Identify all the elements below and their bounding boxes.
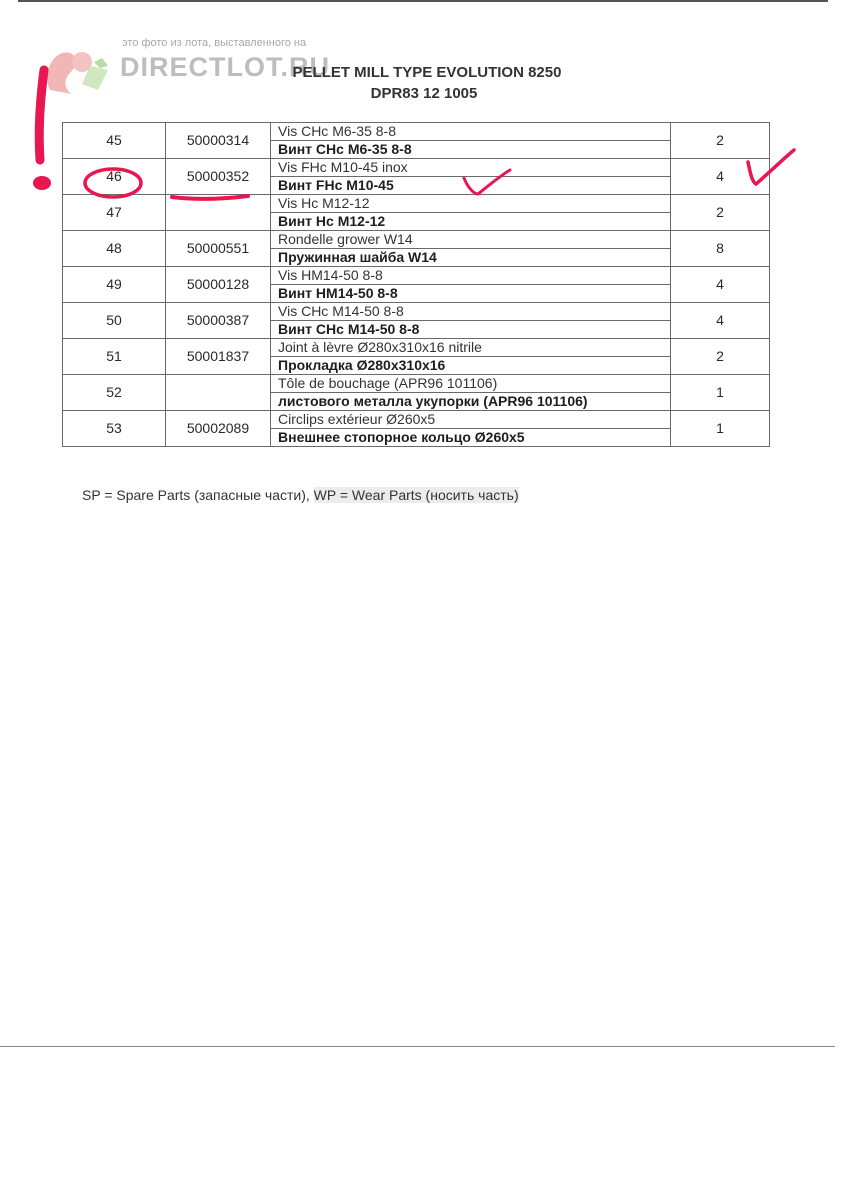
- description-fr-cell: Joint à lèvre Ø280x310x16 nitrile: [271, 339, 671, 357]
- description-fr-cell: Vis CHc M14-50 8-8: [271, 303, 671, 321]
- quantity-cell: 1: [671, 411, 770, 447]
- description-fr-cell: Circlips extérieur Ø260x5: [271, 411, 671, 429]
- legend-wear-parts: WP = Wear Parts (носить часть): [313, 487, 519, 503]
- description-ru-cell: Винт CHc M14-50 8-8: [271, 321, 671, 339]
- watermark-logo: DIRECTLOT.RU: [120, 52, 330, 82]
- position-cell: 51: [63, 339, 166, 375]
- parts-table-body: [63, 123, 770, 447]
- table-row: [63, 123, 770, 141]
- description-fr-cell: Vis HM14-50 8-8: [271, 267, 671, 285]
- position-cell: 50: [63, 303, 166, 339]
- quantity-cell: 8: [671, 231, 770, 267]
- position-cell: 53: [63, 411, 166, 447]
- table-row: [63, 411, 770, 429]
- part-number-cell: 50000128: [166, 267, 271, 303]
- position-cell: 49: [63, 267, 166, 303]
- description-ru-cell: Винт Hc M12-12: [271, 213, 671, 231]
- part-number-cell: 50000314: [166, 123, 271, 159]
- position-cell: 48: [63, 231, 166, 267]
- position-cell: 52: [63, 375, 166, 411]
- part-number-cell: 50000387: [166, 303, 271, 339]
- description-ru-cell: Винт HM14-50 8-8: [271, 285, 671, 303]
- quantity-cell: 4: [671, 267, 770, 303]
- description-ru-cell: Винт FHc M10-45: [271, 177, 671, 195]
- position-cell: 47: [63, 195, 166, 231]
- quantity-cell: 4: [671, 159, 770, 195]
- description-ru-cell: Винт CHc M6-35 8-8: [271, 141, 671, 159]
- position-cell: 45: [63, 123, 166, 159]
- quantity-cell: 2: [671, 123, 770, 159]
- description-ru-cell: Пружинная шайба W14: [271, 249, 671, 267]
- table-row: [63, 195, 770, 213]
- title-line-2: DPR83 12 1005: [370, 85, 478, 102]
- bottom-rule: [0, 1046, 835, 1047]
- part-number-cell: 50002089: [166, 411, 271, 447]
- legend: [82, 487, 519, 503]
- top-rule: [18, 0, 828, 2]
- quantity-cell: 1: [671, 375, 770, 411]
- description-fr-cell: Vis CHc M6-35 8-8: [271, 123, 671, 141]
- description-ru-cell: листового металла укупорки (APR96 101106): [271, 393, 671, 411]
- part-number-cell: 50001837: [166, 339, 271, 375]
- table-row: [63, 267, 770, 285]
- description-fr-cell: Vis FHc M10-45 inox: [271, 159, 671, 177]
- table-row: [63, 159, 770, 177]
- description-fr-cell: Tôle de bouchage (APR96 101106): [271, 375, 671, 393]
- legend-spare-parts: SP = Spare Parts (запасные части),: [82, 487, 310, 503]
- document-title: [0, 62, 848, 104]
- description-fr-cell: Rondelle grower W14: [271, 231, 671, 249]
- part-number-cell: [166, 195, 271, 231]
- description-fr-cell: Vis Hc M12-12: [271, 195, 671, 213]
- exclamation-dot: [33, 176, 51, 190]
- quantity-cell: 2: [671, 339, 770, 375]
- part-number-cell: 50000551: [166, 231, 271, 267]
- quantity-cell: 4: [671, 303, 770, 339]
- part-number-cell: 50000352: [166, 159, 271, 195]
- table-row: [63, 375, 770, 393]
- part-number-cell: [166, 375, 271, 411]
- quantity-cell: 2: [671, 195, 770, 231]
- table-row: [63, 339, 770, 357]
- description-ru-cell: Прокладка Ø280x310x16: [271, 357, 671, 375]
- parts-table: [62, 122, 770, 447]
- table-row: [63, 303, 770, 321]
- title-line-1: PELLET MILL TYPE EVOLUTION 8250: [292, 64, 562, 81]
- table-row: [63, 231, 770, 249]
- position-cell: 46: [63, 159, 166, 195]
- description-ru-cell: Внешнее стопорное кольцо Ø260x5: [271, 429, 671, 447]
- watermark-caption: это фото из лота, выставленного на: [122, 37, 307, 49]
